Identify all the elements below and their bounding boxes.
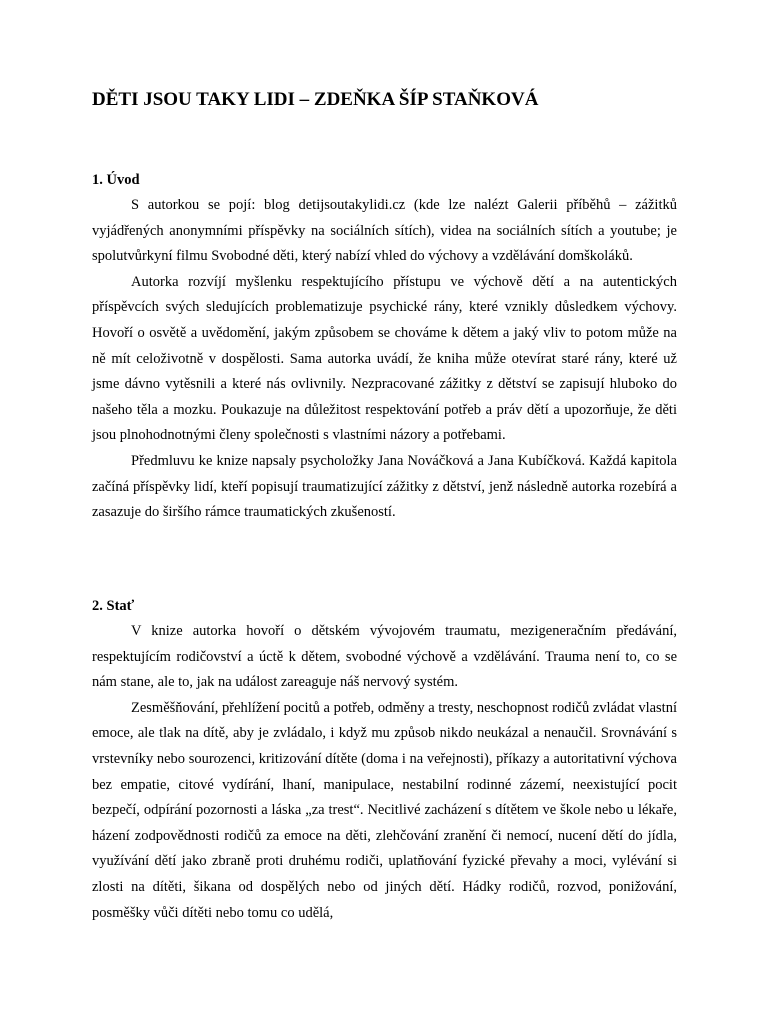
paragraph: Autorka rozvíjí myšlenku respektujícího přístupu ve výchově dětí a na autentických příspěvcích svých sledujících problematizuje psychické rány, které vznikly důsledkem výchovy. Hovoří o osvětě a uvědomění, jakým způsobem se chováme k dětem a jaký vliv to potom může na ně mít celoživotně v dospělosti. Sama autorka uvádí, že kniha může otevírat staré rány, které už jsme dávno vytěsnili a které nás ovlivnily. Nezpracované zážitky z dětství se zapisují hluboko do našeho těla a mozku. Poukazuje na důležitost respektování potřeb a práv dětí a upozorňuje, že děti jsou plnohodnotnými členy společnosti s vlastními názory a potřebami. (92, 273, 677, 444)
document-title: DĚTI JSOU TAKY LIDI – ZDEŇKA ŠÍP STAŇKOVÁ (92, 89, 539, 110)
section-stat (92, 593, 677, 926)
section-heading: 1. Úvod (92, 172, 140, 188)
section-uvod (92, 167, 677, 526)
paragraph: V knize autorka hovoří o dětském vývojovém traumatu, mezigeneračním předávání, respektujícím rodičovství a úctě k dětem, svobodné výchově a vzdělávání. Trauma není to, co se nám stane, ale to, jak na událost zareaguje náš nervový systém. (92, 623, 677, 691)
section-heading: 2. Stať (92, 598, 135, 614)
paragraph: S autorkou se pojí: blog detijsoutakylidi.cz (kde lze nalézt Galerii příběhů – zážitků vyjádřených anonymními příspěvky na sociálních sítích), videa na sociálních sítích a youtube; je spolutvůrkyní filmu Svobodné děti, který nabízí vhled do výchovy a vzdělávání domškoláků. (92, 197, 677, 265)
paragraph: Zesměšňování, přehlížení pocitů a potřeb, odměny a tresty, neschopnost rodičů zvládat vlastní emoce, ale tlak na dítě, aby je zvládalo, i když mu způsob nikdo neukázal a nenaučil. Srovnávání s vrstevníky nebo sourozenci, kritizování dítěte (doma i na veřejnosti), příkazy a autoritativní výchova bez empatie, citové vydírání, lhaní, manipulace, nestabilní rodinné zázemí, neexistující pocit bezpečí, odpírání pozornosti a láska „za trest“. Necitlivé zacházení s dítětem ve škole nebo u lékaře, házení zodpovědnosti rodičů za emoce na děti, zlehčování zranění či nemocí, nucení dětí do jídla, využívání dětí jako zbraně proti druhému rodiči, uplatňování fyzické převahy a moci, vylévání si zlosti na dítěti, šikana od dospělých nebo od jiných dětí. Hádky rodičů, rozvod, ponižování, posměšky vůči dítěti nebo tomu co udělá, (92, 699, 677, 921)
paragraph: Předmluvu ke knize napsaly psycholožky Jana Nováčková a Jana Kubíčková. Každá kapitola začíná příspěvky lidí, kteří popisují traumatizující zážitky z dětství, jenž následně autorka rozebírá a zasazuje do širšího rámce traumatických zkušeností. (92, 452, 677, 521)
